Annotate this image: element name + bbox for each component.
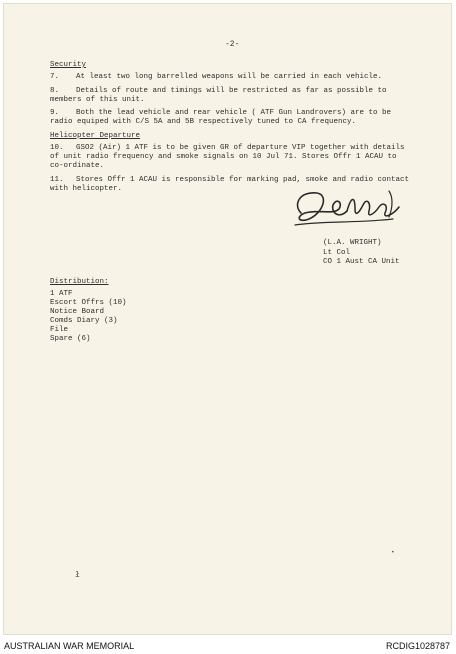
paragraph-text: of unit radio frequency and smoke signals on 10 Jul 71. Stores Offr 1 ACAU to bbox=[50, 153, 397, 161]
paragraph-8 bbox=[50, 87, 387, 105]
paragraph-number: 10. bbox=[50, 144, 64, 152]
signature-block bbox=[323, 239, 400, 268]
paragraph-text: co-ordinate. bbox=[50, 162, 105, 170]
archive-footer-right: RCDIG1028787 bbox=[385, 641, 450, 651]
distribution-heading: Distribution: bbox=[50, 278, 109, 286]
paragraph-text: GSO2 (Air) 1 ATF is to be given GR of departure VIP together with details bbox=[76, 144, 405, 152]
page-number: -2- bbox=[225, 40, 240, 49]
handwritten-signature bbox=[289, 183, 409, 238]
paragraph-text: radio equiped with C/S 5A and 5B respectively tuned to CA frequency. bbox=[50, 118, 357, 126]
signatory-rank: Lt Col bbox=[323, 248, 351, 257]
paragraph-text: Stores Offr 1 ACAU is responsible for marking pad, smoke and radio contact bbox=[76, 176, 410, 184]
helicopter-heading: Helicopter Departure bbox=[50, 132, 141, 140]
paragraph-number: 11. bbox=[50, 176, 64, 184]
paragraph-text: members of this unit. bbox=[50, 96, 145, 104]
paragraph-text: with helicopter. bbox=[50, 185, 123, 193]
paragraph-number: 9. bbox=[50, 109, 60, 117]
security-heading: Security bbox=[50, 61, 87, 69]
paragraph-10 bbox=[50, 144, 405, 171]
paragraph-9 bbox=[50, 109, 391, 127]
paragraph-text: Both the lead vehicle and rear vehicle ( ATF Gun Landrovers) are to be bbox=[76, 109, 392, 117]
paragraph-number: 8. bbox=[50, 87, 60, 95]
paper-mark: ł bbox=[75, 571, 80, 580]
paragraph-7 bbox=[50, 73, 382, 82]
document-page bbox=[3, 3, 452, 635]
paper-mark: • bbox=[391, 549, 395, 556]
distribution-item: Escort Offrs (10) bbox=[50, 299, 127, 307]
paragraph-text: At least two long barrelled weapons will be carried in each vehicle. bbox=[76, 73, 383, 81]
paragraph-number: 7. bbox=[50, 73, 60, 81]
distribution-item: Comds Diary (3) bbox=[50, 317, 118, 325]
paragraph-text: Details of route and timings will be restricted as far as possible to bbox=[76, 87, 387, 95]
distribution-list bbox=[50, 290, 127, 344]
distribution-item: Notice Board bbox=[50, 308, 105, 316]
archive-footer-left: AUSTRALIAN WAR MEMORIAL bbox=[4, 641, 135, 651]
signatory-title: CO 1 Aust CA Unit bbox=[323, 258, 400, 266]
signatory-name: (L.A. WRIGHT) bbox=[323, 239, 382, 247]
distribution-item: 1 ATF bbox=[50, 290, 73, 298]
distribution-item: File bbox=[50, 326, 69, 334]
distribution-item: Spare (6) bbox=[50, 335, 91, 343]
